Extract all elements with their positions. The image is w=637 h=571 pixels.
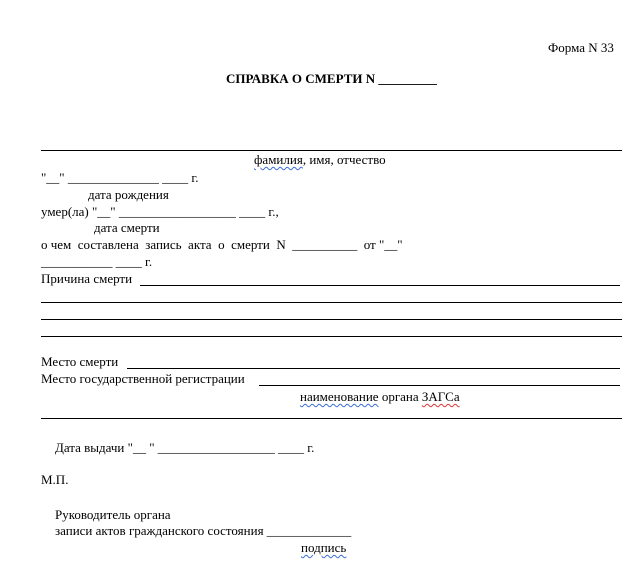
cause-of-death-line-2[interactable] <box>41 302 622 303</box>
head-title-label: Руководитель органа <box>55 507 171 522</box>
registry-office-caption: наименование органа ЗАГСа <box>300 389 460 404</box>
seal-label: М.П. <box>41 472 69 487</box>
registry-office-field[interactable] <box>41 418 622 419</box>
full-name-field[interactable] <box>41 150 622 151</box>
signature-caption: подпись <box>301 540 347 555</box>
document-title: СПРАВКА О СМЕРТИ N _________ <box>226 71 437 86</box>
record-date-field[interactable]: ___________ ____ г. <box>41 254 153 269</box>
birth-date-field[interactable]: "__" ______________ ____ г. <box>41 170 199 185</box>
place-of-death-label: Место смерти <box>41 354 119 369</box>
issue-date-field[interactable]: Дата выдачи "__ " __________________ ____ г. <box>55 440 315 455</box>
cause-of-death-label: Причина смерти <box>41 271 133 286</box>
form-number: Форма N 33 <box>548 40 614 55</box>
full-name-caption-rest: , имя, отчество <box>302 152 386 167</box>
cause-of-death-field[interactable] <box>140 285 620 286</box>
head-signature-field[interactable]: записи актов гражданского состояния _____________ <box>55 523 352 538</box>
registration-place-field[interactable] <box>259 385 620 386</box>
cause-of-death-line-3[interactable] <box>41 319 622 320</box>
full-name-caption: фамилия, имя, отчество <box>254 152 386 167</box>
record-number-field[interactable]: о чем составлена запись акта о смерти N __________ от "__" <box>41 237 403 252</box>
cause-of-death-line-4[interactable] <box>41 336 622 337</box>
death-date-caption: дата смерти <box>94 220 160 235</box>
registration-place-label: Место государственной регистрации <box>41 371 245 386</box>
birth-date-caption: дата рождения <box>88 187 169 202</box>
death-date-field[interactable]: умер(ла) "__" __________________ ____ г., <box>41 204 279 219</box>
place-of-death-field[interactable] <box>127 368 620 369</box>
